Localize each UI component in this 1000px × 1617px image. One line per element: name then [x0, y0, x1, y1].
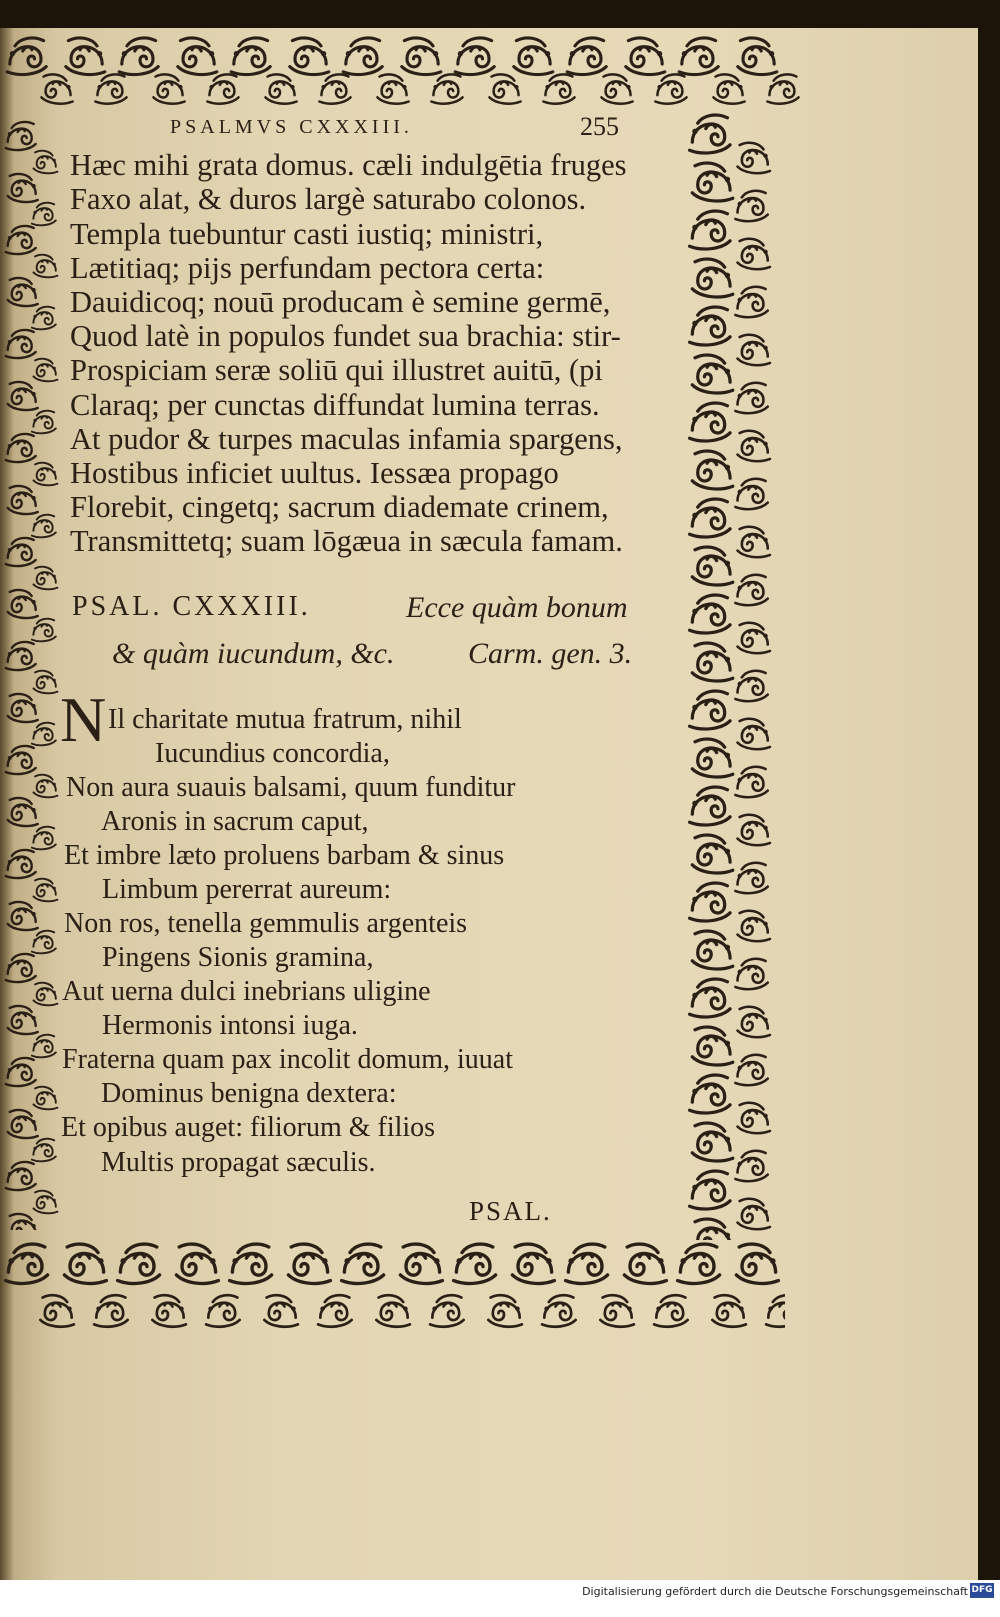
verse-line: Dominus benigna dextera: [101, 1078, 397, 1109]
verse-line: Templa tuebuntur casti iustiq; ministri, [70, 217, 544, 251]
verse-line: Lætitiaq; pijs perfundam pectora certa: [70, 251, 545, 285]
verse-line: Dauidicoq; nouū producam è semine germē, [70, 285, 611, 319]
ornamental-border-left-icon [0, 110, 62, 1230]
verse-line: Non ros, tenella gemmulis argenteis [64, 908, 468, 939]
verse-line: Pingens Sionis gramina, [102, 942, 374, 973]
verse-line: Florebit, cingetq; sacrum diademate crinem, [70, 490, 609, 524]
catchword: PSAL. [469, 1196, 552, 1226]
ornamental-border-top-icon [0, 30, 800, 112]
verse-line: Limbum pererrat aureum: [102, 874, 392, 905]
drop-cap: N [60, 684, 107, 755]
psalm-heading: PSAL. CXXXIII. [72, 591, 311, 622]
verse-line: Non aura suauis balsami, quum funditur [66, 772, 516, 803]
dfg-credit: Digitalisierung gefördert durch die Deutsche Forschungsgemeinschaft [582, 1585, 968, 1598]
verse-line: Fraterna quam pax incolit domum, iuuat [62, 1044, 514, 1075]
page-number: 255 [580, 112, 619, 141]
verse-line: Iucundius concordia, [155, 738, 390, 769]
psalm-incipit: Ecce quàm bonum [406, 591, 628, 624]
dfg-logo: DFG [970, 1583, 994, 1598]
verse-line: Prospiciam seræ soliū qui illustret auitū, (pi [70, 353, 603, 387]
running-title: PSALMVS CXXXIII. [170, 116, 413, 138]
ornamental-border-right-icon [672, 110, 784, 1240]
verse-line: Et opibus auget: filiorum & filios [61, 1112, 436, 1143]
verse-line: Hostibus inficiet uultus. Iessæa propago [70, 456, 559, 490]
verse-line: Multis propagat sæculis. [101, 1147, 376, 1178]
ornamental-border-bottom-icon [0, 1226, 785, 1344]
meter-note: Carm. gen. 3. [468, 637, 633, 670]
verse-line: Aut uerna dulci inebrians uligine [62, 976, 431, 1007]
verse-line: Hermonis intonsi iuga. [102, 1010, 358, 1041]
psalm-incipit-continued: & quàm iucundum, &c. [112, 637, 395, 670]
verse-line: Aronis in sacrum caput, [101, 806, 369, 837]
verse-line: Et imbre læto proluens barbam & sinus [64, 840, 505, 871]
verse-line: At pudor & turpes maculas infamia spargens, [70, 422, 623, 456]
verse-line: Quod latè in populos fundet sua brachia: stir- [70, 319, 621, 353]
verse-line: Claraq; per cunctas diffundat lumina terras. [70, 388, 600, 422]
verse-line: Transmittetq; suam lōgæua in sæcula famam. [70, 524, 623, 558]
verse-line: Il charitate mutua fratrum, nihil [108, 704, 462, 735]
verse-line: Hæc mihi grata domus. cæli indulgētia fruges [70, 148, 627, 182]
verse-line: Faxo alat, & duros largè saturabo colonos. [70, 182, 587, 216]
